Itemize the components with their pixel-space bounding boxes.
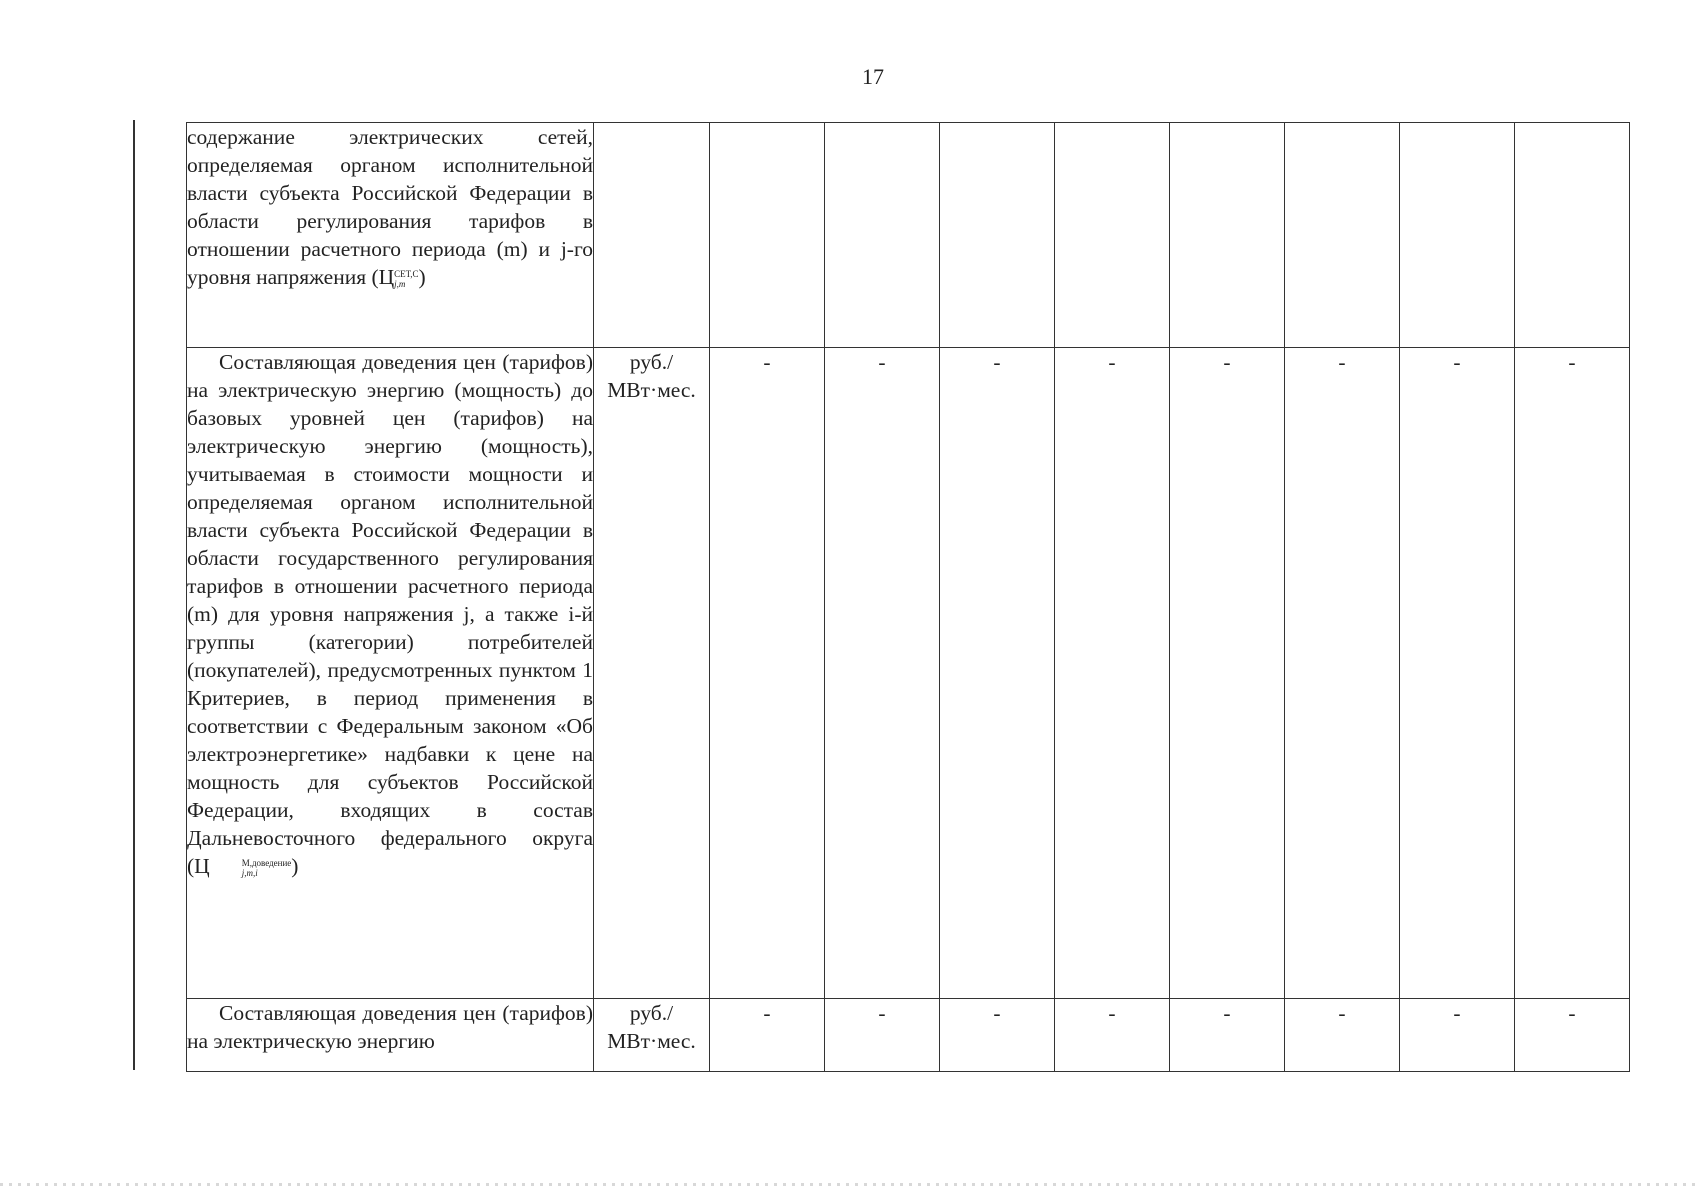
row-description: содержание электрических сетей, определяемая органом исполнительной власти субъекта Российской Федерации в области регулирования тарифов в отношении расчетного периода (m) и j-го уровня напряжения	[187, 125, 593, 289]
value-cell	[1170, 123, 1285, 348]
table-row	[187, 123, 1630, 348]
value-cell: -	[1285, 999, 1400, 1072]
symbol-superscript: СЕТ,С	[394, 269, 419, 280]
row-description-cell	[187, 348, 594, 999]
scan-noise-line	[0, 1183, 1698, 1186]
unit-cell: руб./ МВт·мес.	[594, 348, 710, 999]
row-description-cell	[187, 123, 594, 348]
value-cell: -	[710, 999, 825, 1072]
value-cell: -	[1285, 348, 1400, 999]
value-cell	[940, 123, 1055, 348]
symbol-superscript: М,доведение	[241, 858, 292, 869]
value-cell	[710, 123, 825, 348]
value-cell: -	[825, 348, 940, 999]
value-cell: -	[1055, 999, 1170, 1072]
page-number: 17	[862, 64, 884, 89]
value-cell	[1515, 123, 1630, 348]
unit-cell	[594, 123, 710, 348]
symbol-close: )	[418, 265, 426, 289]
row-description: Составляющая доведения цен (тарифов) на электрическую энергию (мощность) до базовых уровней цен (тарифов) на электрическую энергию (мощность), учитываемая в стоимости мощности и определяемая органом исполнительной власти субъекта Российской Федерации в области государственного регулирования тарифов в отношении расчетного периода (m) для уровня напряжения j, а также i-й группы (категории) потребителей (покупателей), предусмотренных пунктом 1 Критериев, в период применения в соответствии с Федеральным законом «Об электроэнергетике» надбавки к цене на мощность для субъектов Российской Федерации, входящих в состав Дальневосточного федерального округа	[187, 350, 593, 850]
symbol-subscript: j,m,i	[241, 868, 258, 879]
symbol-subscript: j,m	[394, 279, 406, 290]
value-cell: -	[1170, 348, 1285, 999]
value-cell: -	[1400, 999, 1515, 1072]
value-cell	[1055, 123, 1170, 348]
symbol-close: )	[291, 854, 299, 878]
value-cell: -	[1055, 348, 1170, 999]
value-cell: -	[1515, 999, 1630, 1072]
symbol-base: (Ц	[371, 265, 395, 289]
formula-symbol	[371, 265, 425, 289]
unit-cell: руб./ МВт·мес.	[594, 999, 710, 1072]
value-cell	[1400, 123, 1515, 348]
formula-symbol	[187, 854, 298, 878]
row-description-cell: Составляющая доведения цен (тарифов) на электрическую энергию	[187, 999, 594, 1072]
value-cell: -	[1170, 999, 1285, 1072]
value-cell: -	[1400, 348, 1515, 999]
left-margin-rule	[133, 120, 135, 1070]
value-cell: -	[1515, 348, 1630, 999]
table-row	[187, 999, 1630, 1072]
value-cell	[1285, 123, 1400, 348]
value-cell: -	[940, 348, 1055, 999]
value-cell: -	[940, 999, 1055, 1072]
value-cell: -	[825, 999, 940, 1072]
value-cell	[825, 123, 940, 348]
table-row	[187, 348, 1630, 999]
symbol-base: (Ц	[187, 854, 210, 878]
value-cell: -	[710, 348, 825, 999]
tariff-table	[186, 122, 1630, 1072]
